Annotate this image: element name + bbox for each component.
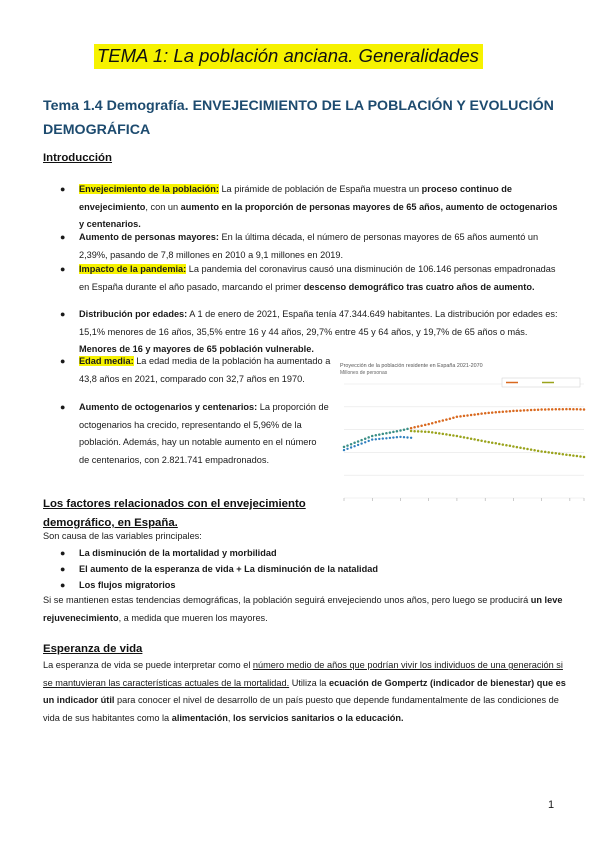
data-point xyxy=(403,428,406,431)
data-point xyxy=(466,437,469,440)
data-point xyxy=(375,434,378,437)
bullet-text: En la última década, el número de personas mayores de 65 años aumentó un 2,39%, pasando de 7,8 millones en 2010 a 9,1 millones en 2019. xyxy=(79,232,539,260)
data-point xyxy=(353,442,356,445)
data-point xyxy=(572,408,575,411)
data-point xyxy=(537,450,540,453)
data-point xyxy=(579,408,582,411)
data-point xyxy=(413,430,416,433)
bullet-bold: Menores de 16 y mayores de 65 población vulnerable. xyxy=(79,344,314,355)
data-point xyxy=(480,412,483,415)
data-point xyxy=(357,444,359,446)
data-point xyxy=(417,425,420,428)
data-point xyxy=(526,409,529,412)
bullet-bold: proceso continuo de envejecimiento xyxy=(79,184,513,212)
heading-lead: Tema 1.4 Demografía. xyxy=(43,98,193,114)
data-point xyxy=(445,433,448,436)
data-point xyxy=(399,436,401,438)
data-point xyxy=(484,440,487,443)
data-point xyxy=(392,431,395,434)
data-point xyxy=(346,448,348,450)
data-point xyxy=(396,430,399,433)
data-point xyxy=(516,409,519,412)
data-point xyxy=(463,415,466,418)
life-title: Esperanza de vida xyxy=(43,643,143,655)
data-point xyxy=(477,439,480,442)
data-point xyxy=(576,408,579,411)
data-point xyxy=(569,408,572,411)
data-point xyxy=(484,412,487,415)
data-point xyxy=(378,433,381,436)
bullet-text: La edad media de la población ha aumentado a 43,8 años en 2021, comparado con 32,7 años en 1970. xyxy=(79,356,331,384)
bullet-text: La pandemia del coronavirus causó una disminución de 106.146 personas empadronadas en España durante el año pasado, marcando el primer xyxy=(79,264,556,292)
data-point xyxy=(431,431,434,434)
list-item xyxy=(60,181,559,234)
data-point xyxy=(456,435,459,438)
data-point xyxy=(558,408,561,411)
data-point xyxy=(360,439,363,442)
data-point xyxy=(375,438,377,440)
data-point xyxy=(364,441,366,443)
bullet-icon: ● xyxy=(60,548,66,558)
data-point xyxy=(519,409,522,412)
data-point xyxy=(389,431,392,434)
data-point xyxy=(551,452,554,455)
data-point xyxy=(385,432,388,435)
list-item xyxy=(60,353,331,388)
data-point xyxy=(431,422,434,425)
life-bold: alimentación xyxy=(171,712,228,723)
data-point xyxy=(495,411,498,414)
data-point xyxy=(343,449,345,451)
bullet-text: A 1 de enero de 2021, España tenía 47.344.649 habitantes. La distribución por edades es: 15,1% menores de 16 años, 35,5% entre 16 y 44 años, 29,7% entre 45 y 64 años, y 19,7% de 65 años o más. xyxy=(79,309,558,337)
data-point xyxy=(509,445,512,448)
data-point xyxy=(346,444,349,447)
data-point xyxy=(449,434,452,437)
page-number: 1 xyxy=(548,799,555,811)
intro-title: Introducción xyxy=(43,152,112,164)
document-title: TEMA 1: La población anciana. Generalidades xyxy=(94,44,483,69)
data-point xyxy=(572,454,575,457)
data-point xyxy=(353,445,355,447)
bullet-label: Aumento de personas mayores: xyxy=(79,232,219,242)
data-point xyxy=(544,451,547,454)
data-point xyxy=(382,433,385,436)
data-point xyxy=(470,437,473,440)
conclusion-text: , a medida que mueren los mayores. xyxy=(118,612,268,623)
data-point xyxy=(530,448,533,451)
list-item xyxy=(60,261,559,296)
data-point xyxy=(480,440,483,443)
data-point xyxy=(569,454,572,457)
data-point xyxy=(555,408,558,411)
life-text: Utiliza la xyxy=(289,677,329,688)
bullet-icon: ● xyxy=(60,232,66,242)
factor-item: Los flujos migratorios xyxy=(79,580,176,590)
data-point xyxy=(367,436,370,439)
data-point xyxy=(371,435,374,438)
data-point xyxy=(364,437,367,440)
bullet-icon: ● xyxy=(60,402,66,412)
data-point xyxy=(530,409,533,412)
bullet-label: Aumento de octogenarios y centenarios: xyxy=(79,402,258,412)
data-point xyxy=(399,429,402,432)
data-point xyxy=(449,417,452,420)
bullet-label: Envejecimiento de la población: xyxy=(79,184,219,194)
data-point xyxy=(382,437,384,439)
data-point xyxy=(509,410,512,413)
data-point xyxy=(477,413,480,416)
data-point xyxy=(442,433,445,436)
data-point xyxy=(551,408,554,411)
bullet-label: Edad media: xyxy=(79,356,134,366)
data-point xyxy=(502,443,505,446)
data-point xyxy=(487,412,490,415)
data-point xyxy=(498,411,501,414)
bullet-icon: ● xyxy=(60,356,66,366)
data-point xyxy=(360,442,362,444)
data-point xyxy=(424,430,427,433)
data-point xyxy=(547,451,550,454)
data-point xyxy=(491,411,494,414)
data-point xyxy=(533,409,536,412)
data-point xyxy=(565,408,568,411)
data-point xyxy=(463,436,466,439)
data-point xyxy=(392,436,394,438)
data-point xyxy=(466,414,469,417)
data-point xyxy=(435,421,438,424)
data-point xyxy=(473,413,476,416)
data-point xyxy=(576,455,579,458)
factor-item: El aumento de la esperanza de vida + La disminución de la natalidad xyxy=(79,564,378,574)
data-point xyxy=(389,437,391,439)
data-point xyxy=(495,442,498,445)
data-point xyxy=(558,453,561,456)
data-point xyxy=(470,414,473,417)
bullet-text: La proporción de octogenarios ha crecido, representando el 5,96% de la población. Además, hay un notable aumento en el número de centenarios, con 2.821.741 empadronados. xyxy=(79,402,329,465)
data-point xyxy=(512,445,515,448)
chart-subtitle: Millones de personas xyxy=(340,370,388,376)
list-item xyxy=(60,561,559,579)
data-point xyxy=(459,415,462,418)
data-point xyxy=(491,441,494,444)
data-point xyxy=(396,436,398,438)
life-bold: los servicios sanitarios o la educación. xyxy=(232,712,404,723)
conclusion-text: Si se mantienen estas tendencias demográficas, la población seguirá envejeciendo unos años, pero luego se producirá xyxy=(43,595,531,605)
data-point xyxy=(452,434,455,437)
bullet-text: La pirámide de población de España muestra un xyxy=(218,184,422,194)
data-point xyxy=(357,440,360,443)
data-point xyxy=(583,408,586,411)
population-chart xyxy=(334,358,588,518)
data-point xyxy=(533,449,536,452)
life-bold: ecuación de Gompertz (indicador de bienestar) que es un indicador útil xyxy=(43,677,566,706)
bullet-label: Impacto de la pandemia: xyxy=(79,264,187,274)
data-point xyxy=(350,443,353,446)
data-point xyxy=(562,453,565,456)
bullet-bold: aumento en la proporción de personas mayores de 65 años, aumento de octogenarios y centenarios. xyxy=(79,201,558,230)
data-point xyxy=(350,446,352,448)
chart-title: Proyección de la población residente en España 2021-2070 xyxy=(340,363,483,369)
life-text: , xyxy=(227,712,233,723)
data-point xyxy=(456,416,459,419)
data-point xyxy=(519,446,522,449)
data-point xyxy=(368,440,370,442)
data-point xyxy=(410,437,412,439)
data-point xyxy=(385,437,387,439)
data-point xyxy=(452,416,455,419)
data-point xyxy=(537,408,540,411)
data-point xyxy=(417,430,420,433)
data-point xyxy=(526,448,529,451)
heading-rest: ENVEJECIMIENTO DE LA POBLACIÓN Y EVOLUCIÓN DEMOGRÁFICA xyxy=(43,98,554,138)
bullet-icon: ● xyxy=(60,580,66,590)
factors-title-line: Los factores relacionados con el envejecimiento xyxy=(43,498,306,510)
factors-conclusion xyxy=(43,592,563,627)
data-point xyxy=(544,408,547,411)
life-paragraph xyxy=(43,657,567,727)
data-point xyxy=(502,411,505,414)
life-text: La esperanza de vida se puede interpretar como el xyxy=(43,660,253,670)
data-point xyxy=(427,423,430,426)
data-point xyxy=(424,424,427,427)
section-heading xyxy=(43,94,563,142)
data-point xyxy=(555,452,558,455)
list-item xyxy=(60,306,559,359)
data-point xyxy=(343,446,346,449)
data-point xyxy=(505,410,508,413)
data-point xyxy=(413,426,416,429)
data-point xyxy=(583,456,586,459)
data-point xyxy=(523,409,526,412)
bullet-text: , con un xyxy=(145,201,181,212)
bullet-icon: ● xyxy=(60,564,66,574)
data-point xyxy=(371,438,373,440)
data-point xyxy=(438,432,441,435)
data-point xyxy=(498,443,501,446)
title-block xyxy=(94,44,483,69)
data-point xyxy=(406,436,408,438)
data-point xyxy=(579,455,582,458)
factors-title-line: demográfico, en España. xyxy=(43,517,178,529)
data-point xyxy=(420,424,423,427)
data-point xyxy=(459,435,462,438)
data-point xyxy=(438,420,441,423)
data-point xyxy=(505,444,508,447)
data-point xyxy=(410,427,413,430)
data-point xyxy=(427,431,430,434)
bullet-icon: ● xyxy=(60,184,66,194)
data-point xyxy=(410,430,413,433)
data-point xyxy=(540,450,543,453)
bullet-icon: ● xyxy=(60,264,66,274)
data-point xyxy=(473,438,476,441)
data-point xyxy=(516,446,519,449)
data-point xyxy=(540,408,543,411)
bullet-label: Distribución por edades: xyxy=(79,309,188,319)
chart-svg xyxy=(334,358,588,518)
data-point xyxy=(442,419,445,422)
data-point xyxy=(512,410,515,413)
conclusion-bold: un leve rejuvenecimiento xyxy=(43,595,563,623)
bullet-icon: ● xyxy=(60,309,66,319)
data-point xyxy=(565,453,568,456)
data-point xyxy=(420,430,423,433)
list-item xyxy=(60,399,329,469)
data-point xyxy=(547,408,550,411)
data-point xyxy=(435,432,438,435)
list-item xyxy=(60,545,559,563)
life-underlined: número medio de años que podrían vivir los individuos de una generación si se mantuvieran las características actuales de la mortalidad. xyxy=(43,660,563,688)
factors-intro: Son causa de las variables principales: xyxy=(43,531,202,541)
chart-plot xyxy=(343,378,586,501)
data-point xyxy=(445,418,448,421)
data-point xyxy=(403,436,405,438)
list-item xyxy=(60,229,559,264)
data-point xyxy=(378,438,380,440)
life-text: para conocer el nivel de desarrollo de un país puesto que depende fundamentalmente de las condiciones de vida de sus habitantes como la xyxy=(43,695,559,723)
data-point xyxy=(523,447,526,450)
data-point xyxy=(562,408,565,411)
data-point xyxy=(406,428,409,431)
bullet-bold: descenso demográfico tras cuatro años de aumento. xyxy=(303,281,535,292)
data-point xyxy=(487,441,490,444)
factor-item: La disminución de la mortalidad y morbilidad xyxy=(79,548,277,558)
